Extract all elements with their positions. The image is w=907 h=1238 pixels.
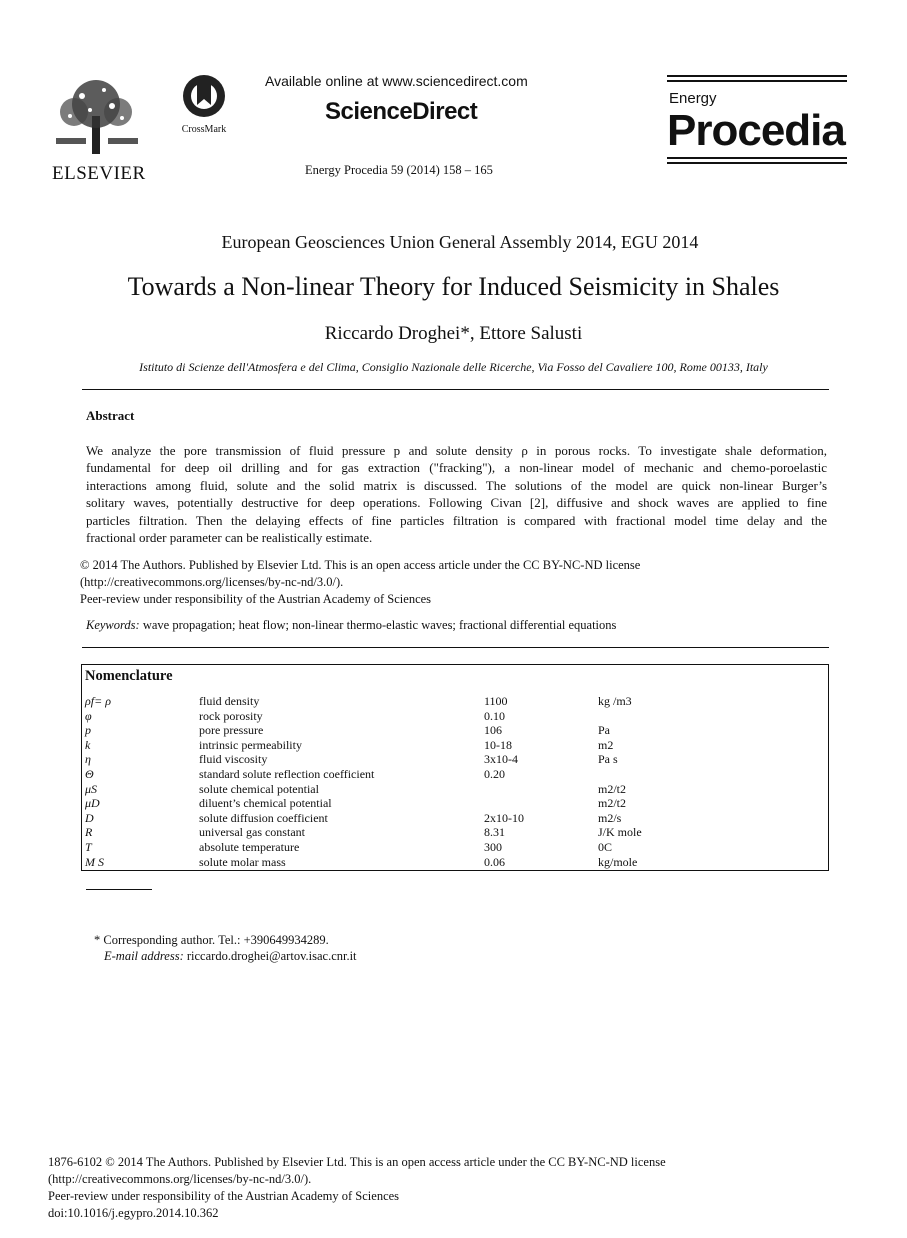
keywords-list: wave propagation; heat flow; non-linear thermo-elastic waves; fractional differential equations: [139, 618, 617, 632]
crossmark-label: CrossMark: [181, 124, 227, 135]
keywords: [86, 618, 616, 633]
nomenclature-symbol: φ: [85, 708, 92, 723]
nomenclature-description: pore pressure: [199, 723, 264, 738]
nomenclature-description: solute diffusion coefficient: [199, 810, 328, 825]
email-line: [104, 949, 357, 964]
logo-rule: [667, 157, 847, 159]
elsevier-tree-icon: [52, 76, 142, 156]
footer-copyright: 1876-6102 © 2014 The Authors. Published by Elsevier Ltd. This is an open access article under the CC BY-NC-ND license: [48, 1155, 666, 1169]
crossmark-icon: [182, 74, 226, 118]
nomenclature-description: diluent’s chemical potential: [199, 796, 332, 811]
nomenclature-unit: J/K mole: [598, 825, 642, 840]
abstract-line: particles filtration. Then the delaying effects of fine particles filtration is compared with fractional model time delay and the: [86, 512, 827, 528]
email-address[interactable]: riccardo.droghei@artov.isac.cnr.it: [183, 949, 357, 963]
elsevier-wordmark: ELSEVIER: [52, 163, 146, 184]
abstract-line: interactions among fluid, solute and the solid matrix is discussed. The solutions of the model are quick non-linear Burger’s: [86, 477, 827, 493]
nomenclature-unit: kg/mole: [598, 854, 638, 869]
nomenclature-description: rock porosity: [199, 708, 263, 723]
abstract-body: [86, 442, 827, 546]
abstract-line: We analyze the pore transmission of fluid pressure p and solute density ρ in porous rocks. To investigate shale deformation,: [86, 443, 827, 458]
paper-title: Towards a Non-linear Theory for Induced Seismicity in Shales: [127, 272, 780, 301]
sciencedirect-logo: ScienceDirect: [325, 98, 478, 125]
nomenclature-unit: 0C: [598, 840, 613, 854]
page-footer: [48, 1154, 666, 1222]
journal-reference: Energy Procedia 59 (2014) 158 – 165: [305, 163, 493, 177]
abstract-line: fundamental for deep oil drilling and for gas extraction ("fracking"), a non-linear model of mechanic and chemo-poroelastic: [86, 460, 827, 476]
nomenclature-value: 0.06: [484, 854, 505, 869]
logo-rule: [667, 80, 847, 82]
affiliation: Istituto di Scienze dell'Atmosfera e del Clima, Consiglio Nazionale delle Ricerche, Via Fosso del Cavaliere 100, Rome 00133, Italy: [139, 360, 768, 374]
nomenclature-unit: m2/t2: [598, 781, 627, 796]
elsevier-logo: [52, 76, 146, 185]
abstract-line: solitary waves, potentially destructive for deep operations. Following Civan [2], diffusive and shock waves are applied to fine: [86, 495, 827, 511]
nomenclature-symbol: M S: [85, 854, 104, 869]
nomenclature-value: 0.20: [484, 767, 505, 781]
nomenclature-heading: Nomenclature: [85, 668, 173, 684]
peer-review-line: Peer-review under responsibility of the Austrian Academy of Sciences: [80, 592, 432, 606]
nomenclature-unit: m2: [598, 737, 614, 752]
divider: [82, 647, 829, 648]
nomenclature-description: universal gas constant: [199, 825, 305, 840]
nomenclature-symbol: Θ: [85, 767, 94, 781]
keywords-label: Keywords:: [86, 618, 140, 632]
divider: [82, 389, 829, 390]
footer-peer-review: Peer-review under responsibility of the Austrian Academy of Sciences: [48, 1189, 400, 1203]
logo-rule: [667, 75, 847, 77]
nomenclature-value: 1100: [484, 694, 508, 708]
nomenclature-symbol: T: [85, 840, 92, 854]
nomenclature-unit: Pa s: [598, 752, 618, 767]
nomenclature-unit: m2/t2: [598, 796, 627, 811]
nomenclature-value: 2x10-10: [484, 810, 524, 825]
footer-doi[interactable]: doi:10.1016/j.egypro.2014.10.362: [48, 1206, 219, 1220]
nomenclature-unit: Pa: [598, 723, 610, 738]
nomenclature-value: 8.31: [484, 825, 505, 840]
nomenclature-symbol: μS: [85, 781, 98, 796]
available-online-link[interactable]: Available online at www.sciencedirect.com: [265, 73, 528, 89]
nomenclature-description: intrinsic permeability: [199, 737, 302, 752]
nomenclature-description: solute chemical potential: [199, 781, 319, 796]
procedia-energy-label: Energy: [669, 90, 717, 107]
nomenclature-description: fluid density: [199, 694, 260, 708]
nomenclature-symbol: μD: [85, 796, 100, 811]
nomenclature-unit: kg /m3: [598, 694, 632, 708]
conference-name: European Geosciences Union General Assembly 2014, EGU 2014: [221, 232, 699, 252]
nomenclature-box: [81, 664, 829, 871]
nomenclature-value: 300: [484, 840, 502, 854]
nomenclature-value: 106: [484, 723, 502, 738]
nomenclature-unit: m2/s: [598, 810, 622, 825]
nomenclature-symbol: k: [85, 737, 91, 752]
crossmark-logo[interactable]: [175, 74, 233, 135]
nomenclature-symbol: ρf= ρ: [85, 694, 111, 708]
abstract-line: fractional order parameter can be realistically estimate.: [86, 530, 373, 546]
procedia-title: Procedia: [667, 106, 845, 155]
nomenclature-description: standard solute reflection coefficient: [199, 767, 375, 781]
email-label: E-mail address:: [104, 949, 184, 963]
footer-license-link[interactable]: (http://creativecommons.org/licenses/by-nc-nd/3.0/).: [48, 1172, 312, 1186]
footnote-rule: [86, 889, 152, 890]
license-link[interactable]: (http://creativecommons.org/licenses/by-nc-nd/3.0/).: [80, 575, 344, 589]
logo-rule: [667, 162, 847, 164]
nomenclature-description: fluid viscosity: [199, 752, 268, 767]
nomenclature-description: solute molar mass: [199, 854, 286, 869]
corresponding-author: * Corresponding author. Tel.: +390649934289.: [94, 933, 329, 947]
abstract-heading: Abstract: [86, 408, 135, 423]
nomenclature-symbol: η: [85, 752, 91, 767]
copyright-notice: [80, 557, 640, 608]
nomenclature-symbol: R: [85, 825, 93, 840]
energy-procedia-logo: [667, 75, 847, 167]
nomenclature-symbol: D: [85, 810, 94, 825]
author-list: Riccardo Droghei*, Ettore Salusti: [324, 323, 583, 344]
nomenclature-description: absolute temperature: [199, 840, 300, 854]
nomenclature-value: 0.10: [484, 708, 505, 723]
nomenclature-symbol: p: [85, 723, 91, 738]
copyright-line: © 2014 The Authors. Published by Elsevier Ltd. This is an open access article under the CC BY-NC-ND license: [80, 558, 641, 572]
nomenclature-value: 3x10-4: [484, 752, 518, 767]
nomenclature-value: 10-18: [484, 737, 512, 752]
